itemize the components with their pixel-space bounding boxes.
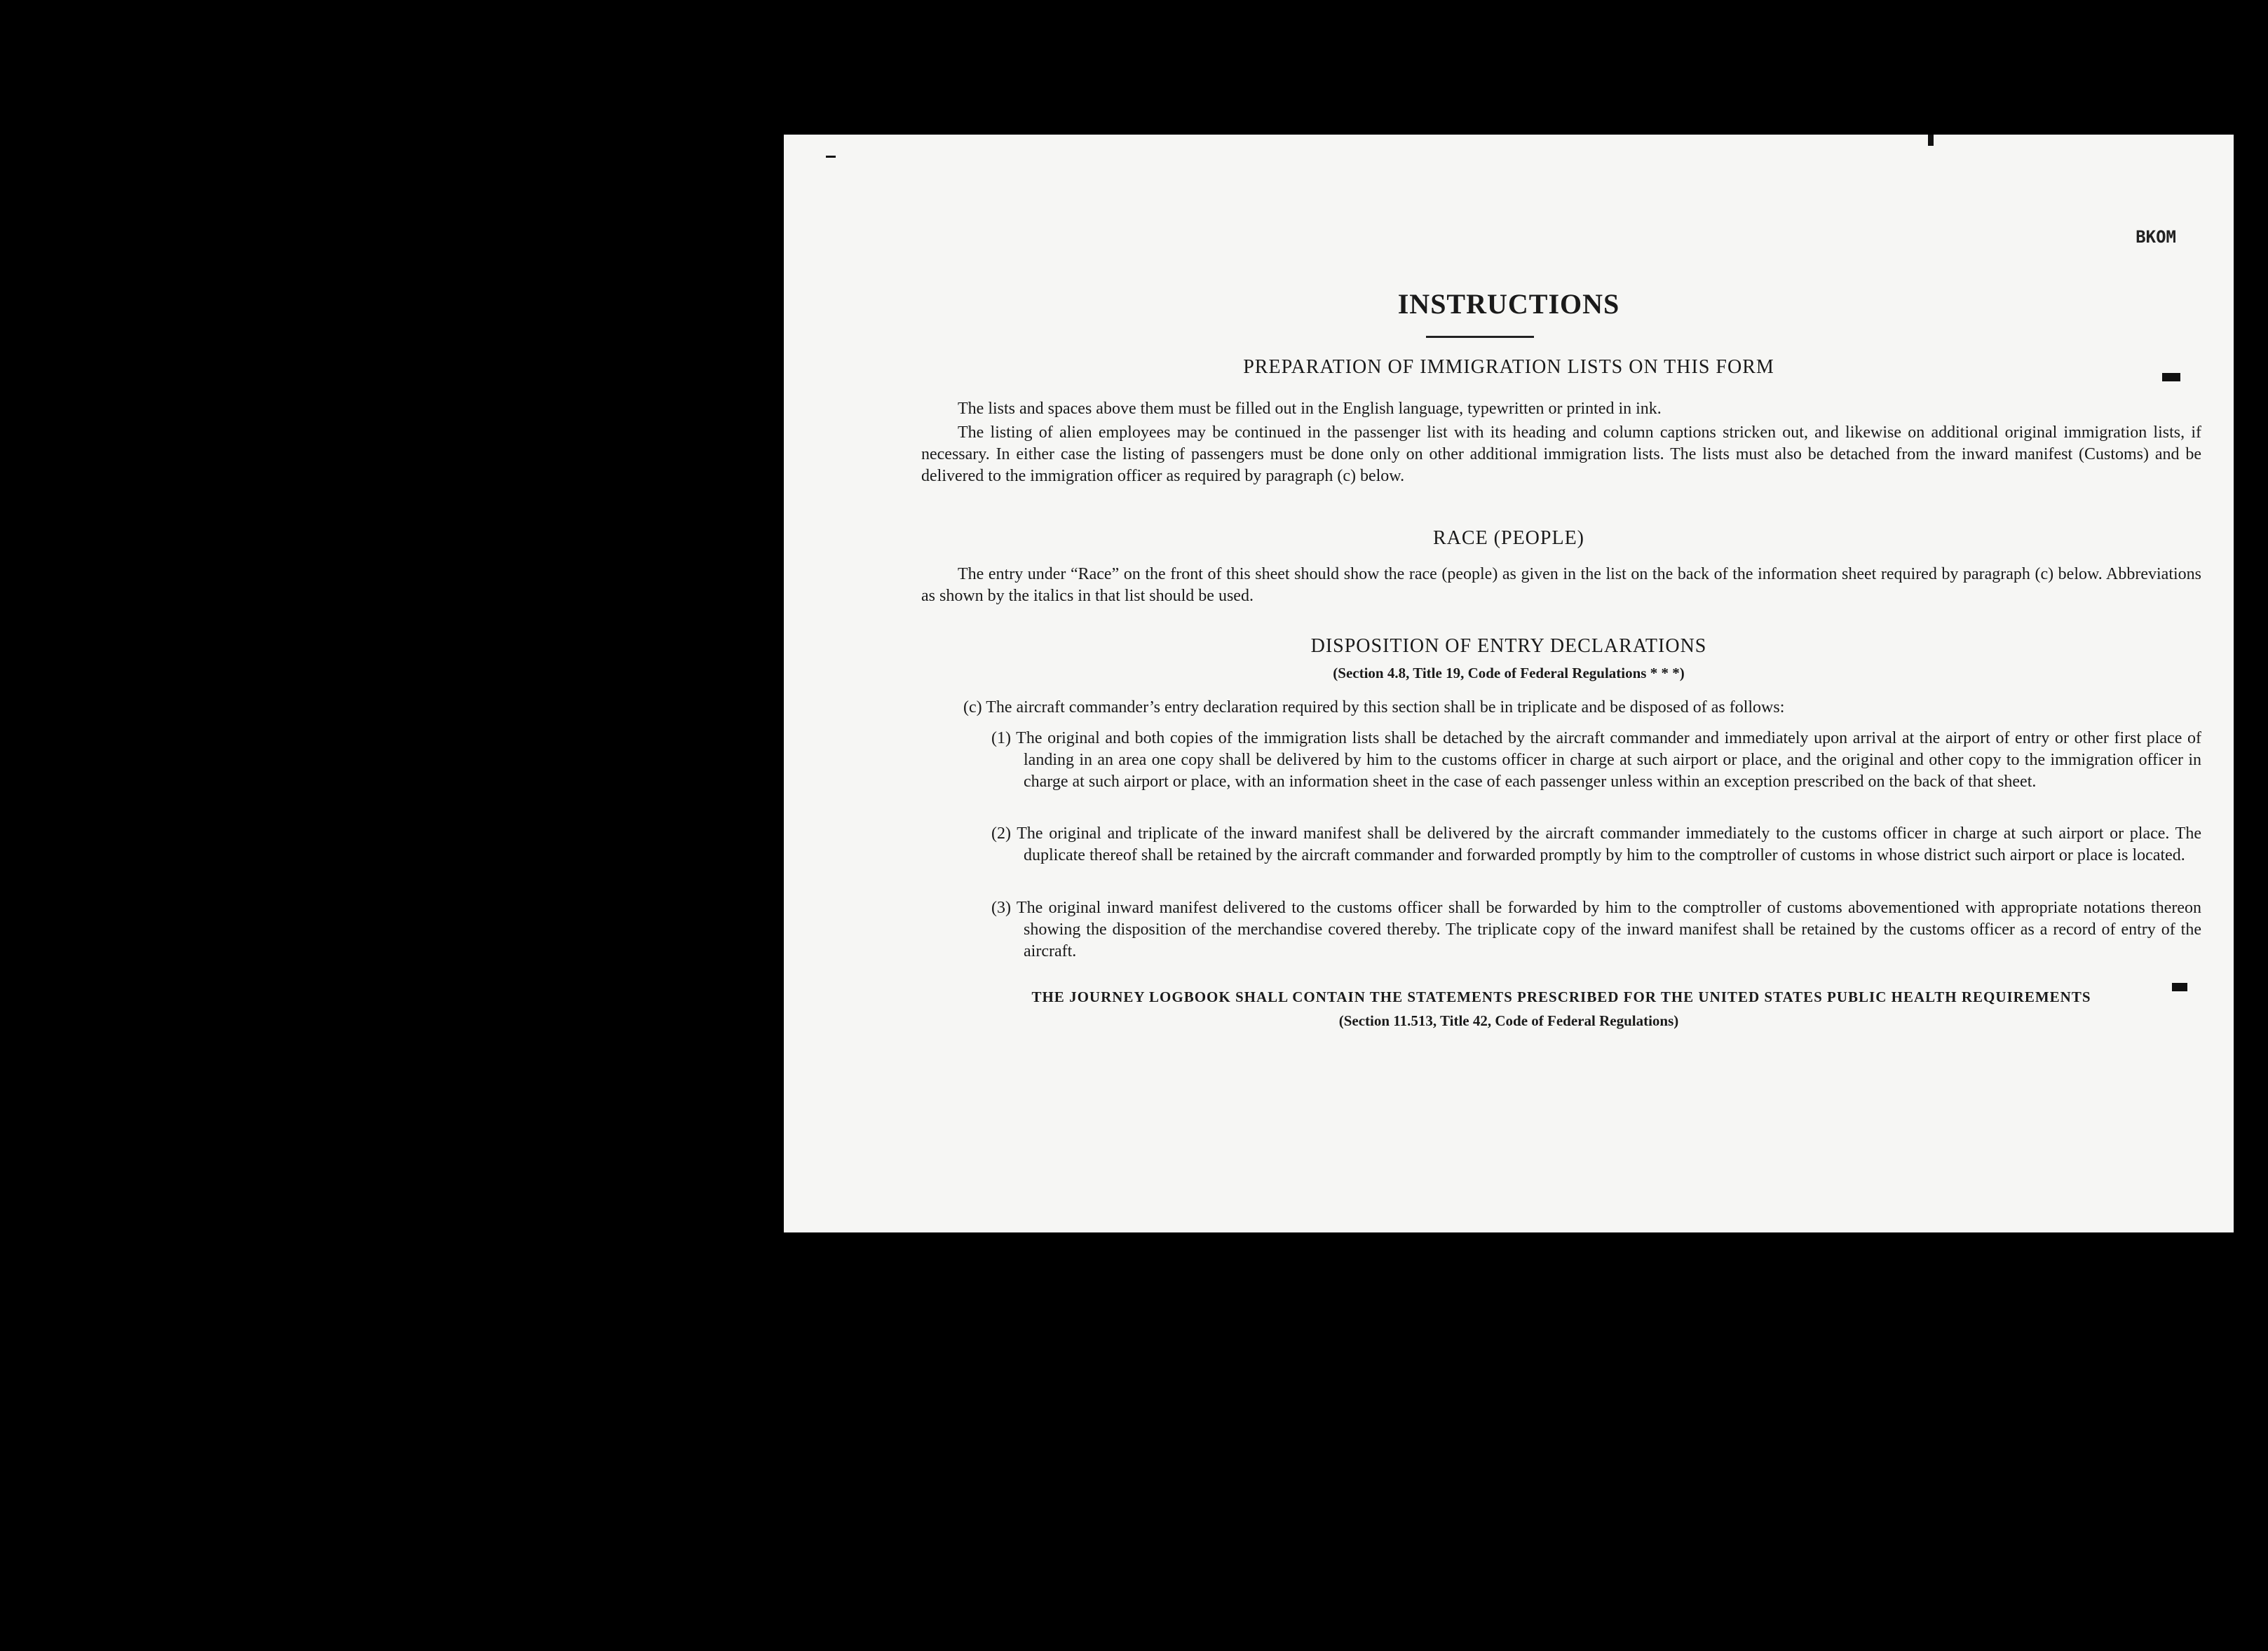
disposition-intro: (c) The aircraft commander’s entry declaration required by this section shall be in triplicate and be disposed of as follows: [963,698,1785,716]
margin-mark [2162,373,2180,381]
preparation-paragraph-1: The lists and spaces above them must be filled out in the English language, typewritten or printed in ink. [958,400,1662,418]
footer-statement: THE JOURNEY LOGBOOK SHALL CONTAIN THE STATEMENTS PRESCRIBED FOR THE UNITED STATES PUBLIC HEALTH REQUIREMENTS [1031,988,2091,1005]
title-divider [1426,336,1534,338]
corner-code: ВКОМ [2135,227,2176,247]
disposition-citation: (Section 4.8, Title 19, Code of Federal Regulations * * *) [1333,665,1685,681]
preparation-paragraph-2: The listing of alien employees may be continued in the passenger list with its heading and column captions stricken out, and likewise on additional original immigration lists, if necessary. In either case the listing of passengers must be done only on other additional immigration lists. The lists must also be detached from the inward manifest (Customs) and be delivered to the immigration officer as required by paragraph (c) below. [921,423,2201,485]
disposition-heading: DISPOSITION OF ENTRY DECLARATIONS [1310,635,1707,657]
disposition-item-1: (1) The original and both copies of the immigration lists shall be detached by the aircraft commander and immediately upon arrival at the airport of entry or other first place of landing in an area one copy shall be delivered by him to the customs officer in charge at such airport or place, and the original and other copy to the immigration officer in charge at such airport or place, with an information sheet in the case of each passenger unless within an exception prescribed on the back of that sheet. [991,729,2201,791]
scan-artifact [826,156,836,158]
document-page [784,135,2234,1232]
page-title: INSTRUCTIONS [1397,288,1620,320]
margin-mark [2172,983,2187,991]
scan-artifact [1928,135,1934,146]
race-heading: RACE (PEOPLE) [1433,527,1584,549]
disposition-item-3: (3) The original inward manifest delivered to the customs officer shall be forwarded by him to the comptroller of customs abovementioned with appropriate notations thereon showing the disposition of the merchandise covered thereby. The triplicate copy of the inward manifest shall be retained by the customs officer as a record of entry of the aircraft. [991,899,2201,960]
disposition-item-2: (2) The original and triplicate of the inward manifest shall be delivered by the aircraft commander immediately to the customs officer in charge at such airport or place. The duplicate thereof shall be retained by the aircraft commander and forwarded promptly by him to the comptroller of customs in whose district such airport or place is located. [991,824,2201,864]
preparation-heading: PREPARATION OF IMMIGRATION LISTS ON THIS FORM [1243,356,1774,378]
footer-citation: (Section 11.513, Title 42, Code of Federal Regulations) [1338,1012,1679,1029]
race-paragraph: The entry under “Race” on the front of this sheet should show the race (people) as given in the list on the back of the information sheet required by paragraph (c) below. Abbreviations as shown by the italics in that list should be used. [921,565,2201,605]
